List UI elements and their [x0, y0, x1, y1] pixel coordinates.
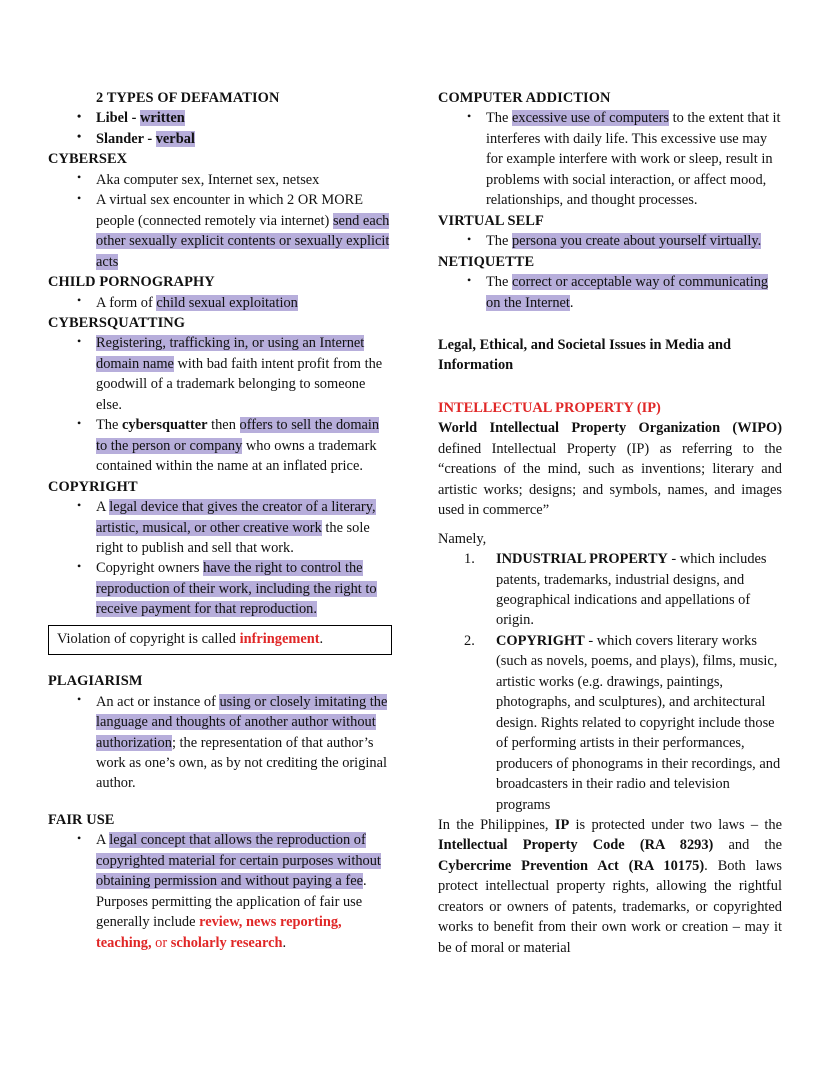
ip-item-1-term: INDUSTRIAL PROPERTY — [496, 551, 668, 568]
fair-use-accent-plain: or — [151, 934, 171, 951]
fair-use-accent-bold-2: scholarly research — [170, 934, 283, 951]
list-item — [48, 830, 392, 953]
copyright-b1-post: the sole right to publish and sell that work. — [96, 519, 370, 556]
heading-child-pornography: CHILD PORNOGRAPHY — [48, 274, 215, 291]
cybersquatting-b2-pre: The — [96, 417, 122, 434]
list-item — [438, 631, 782, 815]
cybersex-bullet-2-plain: A virtual sex encounter in which 2 OR MORE people (connected remotely via internet) — [96, 192, 363, 229]
computer-addiction-list — [438, 108, 782, 210]
ph-p3: and the — [713, 837, 782, 854]
list-item — [48, 190, 392, 272]
ip-item-2-term: COPYRIGHT — [496, 632, 585, 649]
spacer — [48, 794, 392, 810]
heading-cybersquatting: CYBERSQUATTING — [48, 314, 186, 331]
virtual-self-highlight: persona you create about yourself virtually. — [511, 233, 762, 250]
philippines-paragraph — [438, 815, 782, 958]
heading-copyright: COPYRIGHT — [48, 478, 138, 495]
ip-item-1-rest: - which includes patents, trademarks, industrial designs, and geographical indications and appellations of origin. — [496, 551, 767, 629]
fair-use-list — [48, 830, 392, 953]
heading-plagiarism: PLAGIARISM — [48, 673, 143, 690]
netiquette-highlight: correct or acceptable way of communicating on the Internet — [486, 274, 769, 311]
cybersquatting-b1-highlight: Registering, trafficking in, or using an Internet domain name — [96, 335, 365, 372]
cybersquatting-b2-highlight: offers to sell the domain to the person or company — [96, 417, 380, 454]
infringement-callout-box — [48, 625, 392, 655]
wipo-paragraph — [438, 418, 782, 520]
defamation-term-slander: Slander — [96, 130, 144, 147]
list-item — [48, 558, 392, 619]
list-item — [48, 293, 392, 313]
cybersquatting-b2-mid: then — [207, 417, 240, 434]
list-item — [48, 692, 392, 794]
ph-p2: is protected under two laws – the — [569, 816, 782, 833]
copyright-b1-highlight: legal device that gives the creator of a literary, artistic, musical, or other creative work — [96, 499, 376, 536]
list-item — [438, 108, 782, 210]
list-item — [438, 549, 782, 631]
child-porn-plain: A form of — [96, 294, 157, 311]
defamation-list — [48, 108, 392, 149]
heading-intellectual-property: INTELLECTUAL PROPERTY (IP) — [438, 399, 661, 416]
fair-use-mid: . Purposes permitting the application of fair use generally include — [96, 873, 367, 931]
fair-use-highlight: legal concept that allows the reproduction of copyrighted material for certain purposes without obtaining permission and without paying a fee — [96, 832, 381, 890]
spacer — [438, 376, 782, 398]
fair-use-pre: A — [96, 832, 110, 849]
plagiarism-b1-post: ; the representation of that author’s work as one’s own, as by not crediting the original author. — [96, 734, 387, 792]
list-item — [48, 108, 392, 128]
heading-virtual-self: VIRTUAL SELF — [438, 212, 544, 229]
ph-p1: In the Philippines, — [438, 816, 555, 833]
copyright-list — [48, 497, 392, 620]
list-item — [48, 415, 392, 476]
heading-netiquette: NETIQUETTE — [438, 253, 535, 270]
copyright-b2-highlight: have the right to control the reproduction of their work, including the right to receive payment for that reproduction. — [96, 560, 377, 618]
list-item — [48, 170, 392, 190]
heading-defamation: 2 TYPES OF DEFAMATION — [96, 90, 280, 106]
callout-text-pre: Violation of copyright is called — [57, 630, 240, 647]
comp-add-pre: The — [486, 110, 512, 127]
heading-fair-use: FAIR USE — [48, 811, 115, 828]
ip-item-2-rest: - which covers literary works (such as novels, poems, and plays), films, music, artistic works (e.g. drawings, paintings, photographs, and sculptures), and architectural design. Rights related to copyright include those of performing artists in their performances, producers of phonograms in their recordings, and broadcasters in their radio and television programs — [496, 632, 781, 813]
cybersquatting-b2-bold: cybersquatter — [121, 417, 208, 434]
list-item — [438, 231, 782, 251]
cybersquatting-list — [48, 333, 392, 476]
ph-p4: . Both laws protect intellectual property rights, allowing the rightful creators or owners of patents, trademarks, or copyrighted works to benefit from their own work or creation – may it be of moral or material — [438, 857, 782, 956]
cybersex-bullet-2-highlight: send each other sexually explicit contents or sexually explicit acts — [96, 212, 390, 270]
ph-b2-ip-code: Intellectual Property Code (RA 8293) — [438, 837, 714, 854]
virtual-self-list — [438, 231, 782, 251]
netiquette-post: . — [569, 294, 574, 311]
wipo-bold-lead: World Intellectual Property Organization (WIPO) — [438, 420, 782, 437]
ph-b1: IP — [554, 816, 570, 833]
wipo-rest: defined Intellectual Property (IP) as referring to the “creations of the mind, such as inventions; literary and artistic works; designs; and symbols, names, and images used in commerce” — [438, 440, 782, 519]
defamation-dash-libel: - — [128, 110, 140, 127]
comp-add-highlight: excessive use of computers — [511, 110, 670, 127]
cybersquatting-b1-plain: with bad faith intent profit from the goodwill of a trademark belonging to someone else. — [96, 355, 383, 413]
right-column — [438, 88, 782, 958]
list-item — [48, 129, 392, 149]
list-item — [438, 272, 782, 313]
plagiarism-list — [48, 692, 392, 794]
cybersquatting-b2-post: who owns a trademark contained within the name at an inflated price. — [96, 437, 377, 475]
child-pornography-list — [48, 293, 392, 313]
heading-cybersex: CYBERSEX — [48, 151, 128, 168]
spacer — [438, 313, 782, 335]
fair-use-accent-bold: review, news reporting, teaching, — [96, 914, 342, 951]
ip-numbered-list — [438, 549, 782, 815]
copyright-b1-pre: A — [96, 499, 110, 516]
defamation-value-slander: verbal — [155, 130, 195, 147]
list-item — [48, 497, 392, 558]
ph-b3-cybercrime-act: Cybercrime Prevention Act (RA 10175) — [438, 857, 705, 874]
child-porn-highlight: child sexual exploitation — [156, 294, 298, 311]
left-column — [48, 88, 392, 953]
defamation-value-libel: written — [140, 110, 185, 127]
spacer — [438, 521, 782, 529]
cybersex-bullet-1: Aka computer sex, Internet sex, netsex — [96, 171, 320, 188]
plagiarism-b1-pre: An act or instance of — [96, 693, 220, 710]
cybersex-list — [48, 170, 392, 272]
callout-accent-term: infringement — [239, 630, 320, 647]
spacer — [48, 655, 392, 671]
namely-label: Namely, — [438, 530, 487, 547]
list-item — [48, 333, 392, 415]
netiquette-list — [438, 272, 782, 313]
virtual-self-pre: The — [486, 233, 512, 250]
copyright-b2-pre: Copyright owners — [96, 560, 204, 577]
defamation-term-libel: Libel — [96, 110, 128, 127]
heading-computer-addiction: COMPUTER ADDICTION — [438, 90, 611, 106]
defamation-dash-slander: - — [143, 130, 156, 147]
section-title-legal-ethical: Legal, Ethical, and Societal Issues in Media and Information — [438, 336, 732, 374]
comp-add-post: to the extent that it interferes with daily life. This excessive use may for example interfere with work or sleep, result in problems with social interaction, or affect mood, relationships, and thought processes. — [486, 110, 781, 209]
callout-text-post: . — [319, 630, 324, 647]
plagiarism-b1-highlight: using or closely imitating the language and thoughts of another author without authorization — [96, 693, 388, 751]
fair-use-post: . — [282, 934, 287, 951]
netiquette-pre: The — [486, 274, 512, 291]
